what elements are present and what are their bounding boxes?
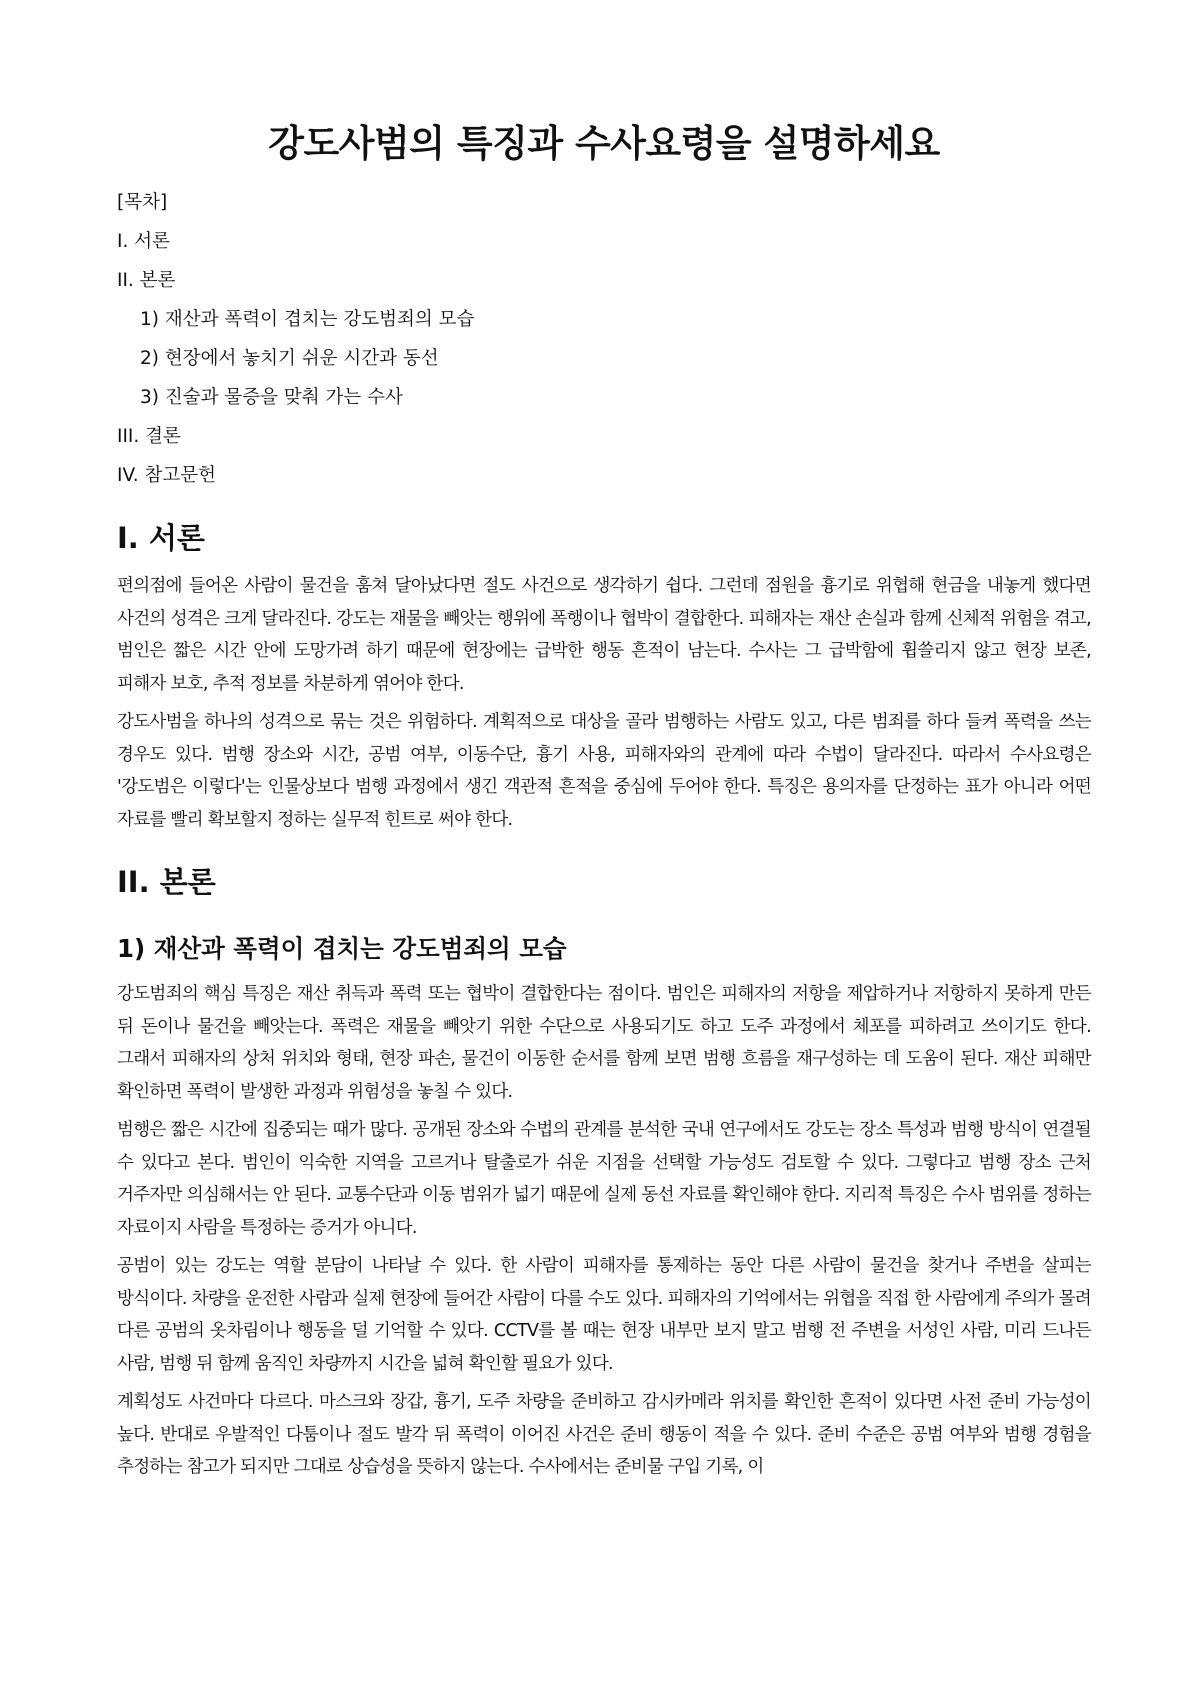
toc-item-body-3: 3) 진술과 물증을 맞춰 가는 수사 (140, 387, 403, 408)
intro-paragraph: 강도사범을 하나의 성격으로 묶는 것은 위험하다. 계획적으로 대상을 골라 범행하는 사람도 있고, 다른 범죄를 하다 들켜 폭력을 쓰는 경우도 있다. 범행 장소와 시간, 공범 여부, 이동수단, 흉기 사용, 피해자와의 관계에 따라 수법이 달라진다. 따라서 수사요령은 '강도범은 이렇다'는 인물상보다 범행 과정에서 생긴 객관적 흔적을 중심에 두어야 한다. 특징은 용의자를 단정하는 표가 아니라 어떤 자료를 빨리 확보할지 정하는 실무적 힌트로 써야 한다. (117, 712, 1091, 830)
body-paragraph: 범행은 짧은 시간에 집중되는 때가 많다. 공개된 장소와 수법의 관계를 분석한 국내 연구에서도 강도는 장소 특성과 범행 방식이 연결될 수 있다고 본다. 범인이 익숙한 지역을 고르거나 탈출로가 쉬운 지점을 선택할 가능성도 검토할 수 있다. 그렇다고 범행 장소 근처 거주자만 의심해서는 안 된다. 교통수단과 이동 범위가 넓기 때문에 실제 동선 자료를 확인해야 한다. 지리적 특징은 수사 범위를 정하는 자료이지 사람을 특정하는 증거가 아니다. (117, 1120, 1091, 1238)
toc-item-body-2: 2) 현장에서 놓치기 쉬운 시간과 동선 (140, 348, 439, 369)
toc-item-body-1: 1) 재산과 폭력이 겹치는 강도범죄의 모습 (140, 309, 475, 330)
toc-item-body: II. 본론 (117, 270, 176, 291)
intro-paragraph: 편의점에 들어온 사람이 물건을 훔쳐 달아났다면 절도 사건으로 생각하기 쉽다. 그런데 점원을 흉기로 위협해 현금을 내놓게 했다면 사건의 성격은 크게 달라진다. 강도는 재물을 빼앗는 행위에 폭행이나 협박이 결합한다. 피해자는 재산 손실과 함께 신체적 위험을 겪고, 범인은 짧은 시간 안에 도망가려 하기 때문에 현장에는 급박한 행동 흔적이 남는다. 수사는 그 급박함에 휩쓸리지 않고 현장 보존, 피해자 보호, 추적 정보를 차분하게 엮어야 한다. (117, 576, 1091, 694)
toc-item-intro: I. 서론 (117, 231, 170, 252)
body-paragraph: 계획성도 사건마다 다르다. 마스크와 장갑, 흉기, 도주 차량을 준비하고 감시카메라 위치를 확인한 흔적이 있다면 사전 준비 가능성이 높다. 반대로 우발적인 다툼이나 절도 발각 뒤 폭력이 이어진 사건은 준비 행동이 적을 수 있다. 준비 수준은 공범 여부와 범행 경험을 추정하는 참고가 되지만 그대로 상습성을 뜻하지 않는다. 수사에서는 준비물 구입 기록, 이 (117, 1392, 1091, 1477)
toc-heading: [목차] (117, 192, 168, 213)
table-of-contents (117, 190, 1091, 488)
section-heading-body: II. 본론 (117, 865, 216, 899)
document-page (117, 0, 1091, 1490)
section-heading-intro: I. 서론 (117, 521, 205, 555)
toc-item-conclusion: III. 결론 (117, 426, 181, 447)
body-paragraph: 강도범죄의 핵심 특징은 재산 취득과 폭력 또는 협박이 결합한다는 점이다. 범인은 피해자의 저항을 제압하거나 저항하지 못하게 만든 뒤 돈이나 물건을 빼앗는다. 폭력은 재물을 빼앗기 위한 수단으로 사용되기도 하고 도주 과정에서 체포를 피하려고 쓰이기도 한다. 그래서 피해자의 상처 위치와 형태, 현장 파손, 물건이 이동한 순서를 함께 보면 범행 흐름을 재구성하는 데 도움이 된다. 재산 피해만 확인하면 폭력이 발생한 과정과 위험성을 놓칠 수 있다. (117, 984, 1091, 1102)
body-paragraph: 공범이 있는 강도는 역할 분담이 나타날 수 있다. 한 사람이 피해자를 통제하는 동안 다른 사람이 물건을 찾거나 주변을 살피는 방식이다. 차량을 운전한 사람과 실제 현장에 들어간 사람이 다를 수도 있다. 피해자의 기억에서는 위협을 직접 한 사람에게 주의가 몰려 다른 공범의 옷차림이나 행동을 덜 기억할 수 있다. CCTV를 볼 때는 현장 내부만 보지 말고 범행 전 주변을 서성인 사람, 미리 드나든 사람, 범행 뒤 함께 움직인 차량까지 시간을 넓혀 확인할 필요가 있다. (117, 1256, 1091, 1374)
toc-item-references: IV. 참고문헌 (117, 465, 216, 486)
subsection-heading-1: 1) 재산과 폭력이 겹치는 강도범죄의 모습 (117, 934, 567, 963)
document-title: 강도사범의 특징과 수사요령을 설명하세요 (268, 122, 940, 165)
